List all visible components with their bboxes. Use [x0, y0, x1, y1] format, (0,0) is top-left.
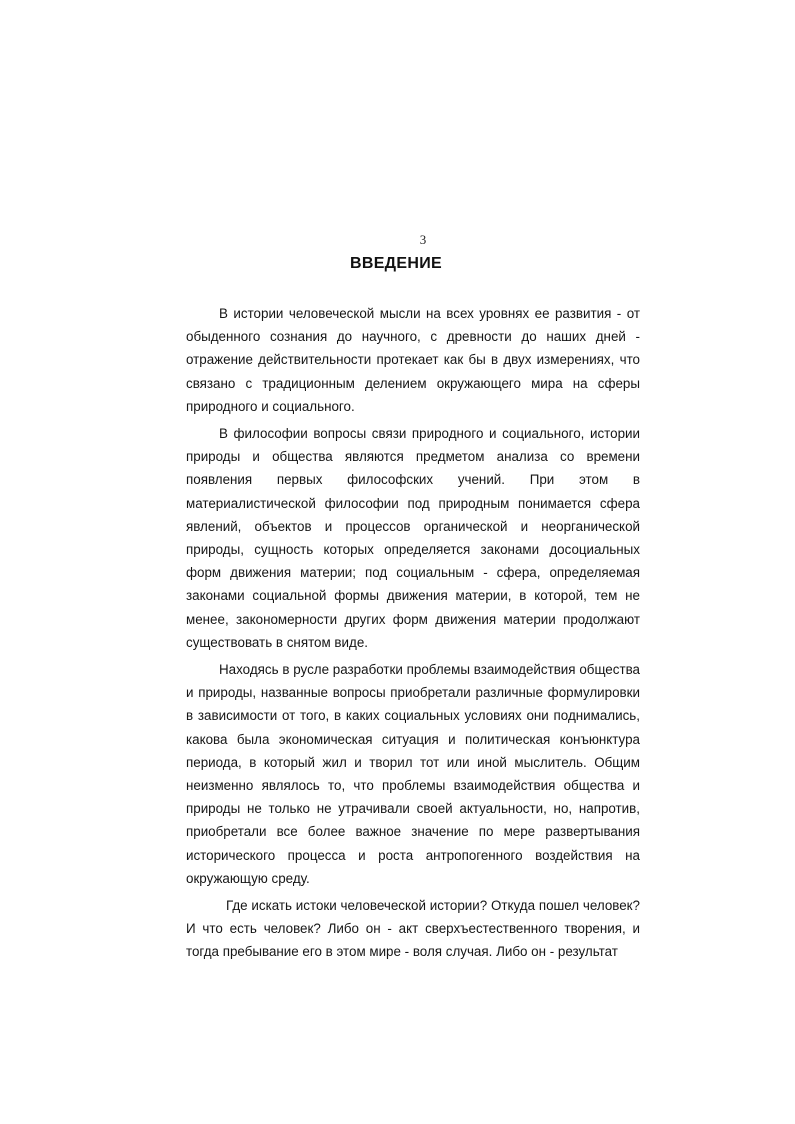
paragraph: В философии вопросы связи природного и социального, истории природы и общества являются предметом анализа со времени появления первых философских учений. При этом в материалистической философии под природным понимается сфера явлений, объектов и процессов органической и неорганической природы, сущность которых определяется законами досоциальных форм движения материи; под социальным - сфера, определяемая законами социальной формы движения материи, в которой, тем не менее, закономерности других форм движения материи продолжают существовать в снятом виде.: [186, 426, 640, 650]
section-heading: ВВЕДЕНИЕ: [350, 255, 442, 272]
paragraph: Находясь в русле разработки проблемы взаимодействия общества и природы, названные вопросы приобретали различные формулировки в зависимости от того, в каких социальных условиях они поднимались, какова была экономическая ситуация и политическая конъюнктура периода, в который жил и творил тот или иной мыслитель. Общим неизменно являлось то, что проблемы взаимодействия общества и природы не только не утрачивали своей актуальности, но, напротив, приобретали все более важное значение по мере развертывания исторического процесса и роста антропогенного воздействия на окружающую среду.: [186, 662, 640, 886]
paragraph: В истории человеческой мысли на всех уровнях ее развития - от обыденного сознания до научного, с древности до наших дней - отражение действительности протекает как бы в двух измерениях, что связано с традиционным делением окружающего мира на сферы природного и социального.: [186, 306, 640, 414]
paragraph: Где искать истоки человеческой истории? Откуда пошел человек? И что есть человек? Либо он - акт сверхъестественного творения, и тогда пребывание его в этом мире - воля случая. Либо он - результат: [186, 898, 640, 960]
body-text: [186, 302, 640, 964]
page-number: 3: [419, 232, 427, 247]
